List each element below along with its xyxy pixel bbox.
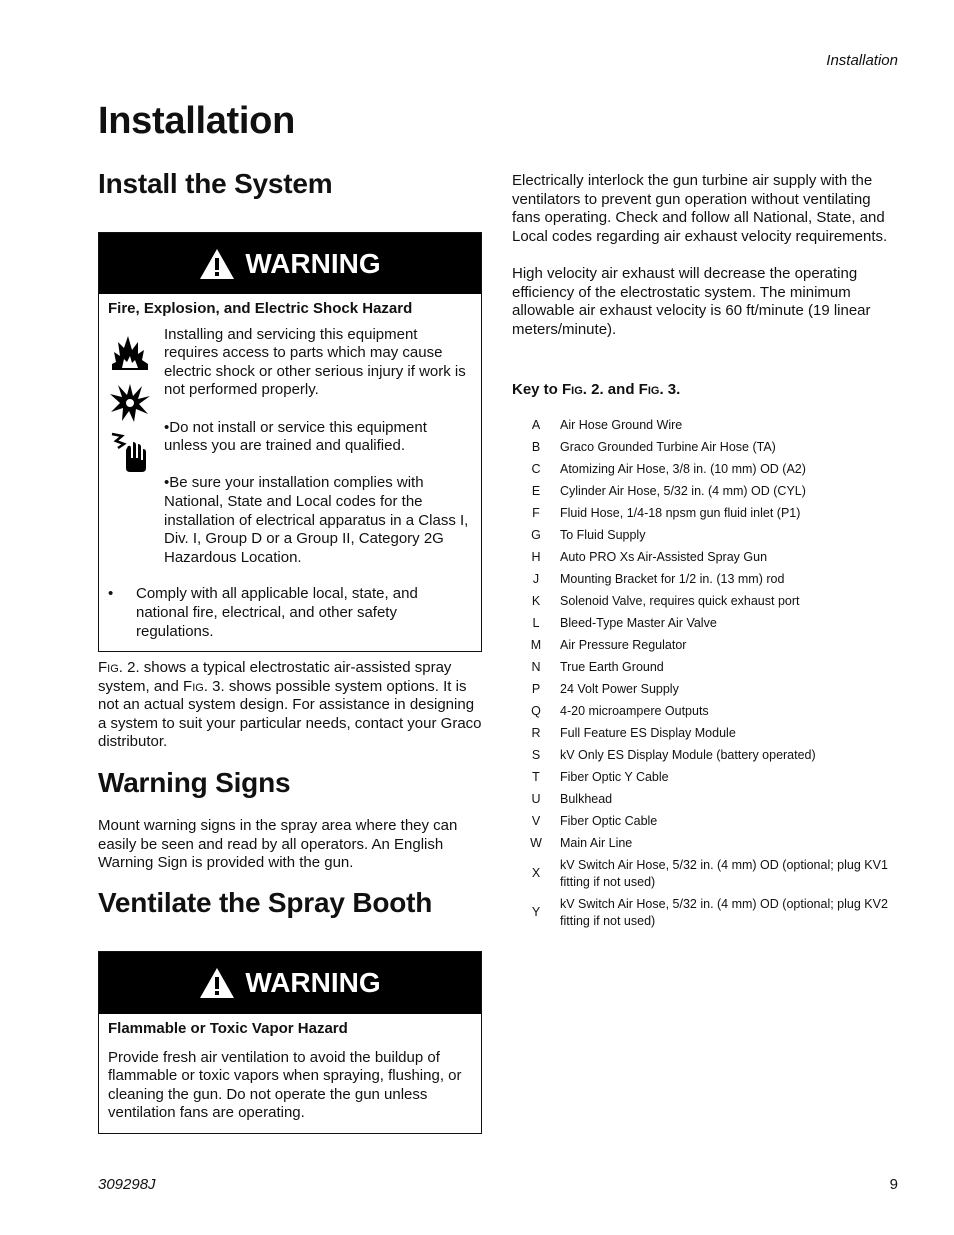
hazard-text: Provide fresh air ventilation to avoid the buildup of flammable or toxic vapors when spraying, flushing, or cleaning the gun. Do not operate the gun unless ventilation fans are operating. xyxy=(108,1048,462,1122)
key-row xyxy=(512,634,902,656)
key-row xyxy=(512,854,902,893)
key-row xyxy=(512,722,902,744)
hazard-paragraph: Installing and servicing this equipment requires access to parts which may cause electric shock or other serious injury if work is not performed properly. xyxy=(164,325,466,399)
figure-ref: Fig xyxy=(562,381,583,398)
electric-shock-icon xyxy=(108,430,152,474)
key-letter: E xyxy=(531,483,541,498)
key-letter: R xyxy=(531,725,541,740)
key-letter: W xyxy=(530,835,542,850)
key-description: Fluid Hose, 1/4-18 npsm gun fluid inlet (P1) xyxy=(560,505,801,520)
warning-box-electric-hazard xyxy=(98,232,482,652)
key-row xyxy=(512,546,902,568)
key-letter: B xyxy=(531,439,541,454)
hazard-bullet-item xyxy=(108,585,471,641)
warning-label: WARNING xyxy=(245,967,381,998)
key-letter: T xyxy=(532,769,540,784)
key-row xyxy=(512,458,902,480)
key-description: Solenoid Valve, requires quick exhaust port xyxy=(560,593,800,608)
key-letter: Q xyxy=(531,703,541,718)
figure-text: . 2. shows a typical electrostatic air-assisted spray system, and xyxy=(98,659,452,695)
key-description: Fiber Optic Cable xyxy=(560,813,658,828)
key-row xyxy=(512,810,902,832)
key-row xyxy=(512,612,902,634)
key-title-text: Key to xyxy=(512,381,563,398)
figure-text: . 3. shows possible system options. It is not an actual system design. For assistance in designing a system to suit your particular needs, contact your Graco distributor. xyxy=(98,677,482,751)
section-heading-ventilate: Ventilate the Spray Booth xyxy=(98,887,433,918)
warning-box-vapor-hazard xyxy=(98,951,482,1134)
key-description: 4-20 microampere Outputs xyxy=(560,703,709,718)
ventilation-paragraph: Electrically interlock the gun turbine air supply with the ventilators to prevent gun operation without ventilating fans operating. Check and follow all National, State, and Local codes regarding air exhaust velocity requirements. xyxy=(512,172,888,245)
key-letter: A xyxy=(531,417,541,432)
key-description: Cylinder Air Hose, 5/32 in. (4 mm) OD (CYL) xyxy=(560,483,806,498)
key-row xyxy=(512,590,902,612)
figure-paragraph xyxy=(98,659,482,752)
key-letter: G xyxy=(531,527,541,542)
figure-ref: Fig xyxy=(183,677,204,695)
key-description: Bleed-Type Master Air Valve xyxy=(560,615,717,630)
key-letter: V xyxy=(531,813,541,828)
hazard-paragraph: •Be sure your installation complies with National, State and Local codes for the installation of electrical apparatus in a Class I, Div. I, Group D or a Group II, Category 2G Hazardous Location. xyxy=(164,474,469,566)
hazard-title: Fire, Explosion, and Electric Shock Hazard xyxy=(108,300,413,317)
running-head: Installation xyxy=(826,52,898,69)
key-row xyxy=(512,744,902,766)
key-letter: U xyxy=(531,791,541,806)
explosion-hazard-icon xyxy=(108,380,152,424)
key-description: 24 Volt Power Supply xyxy=(560,681,679,696)
key-row xyxy=(512,480,902,502)
warning-banner xyxy=(99,952,481,1014)
fire-hazard-icon xyxy=(108,330,152,374)
key-letter: N xyxy=(531,659,541,674)
key-row xyxy=(512,524,902,546)
key-description: kV Switch Air Hose, 5/32 in. (4 mm) OD (optional; plug KV2 fitting if not used) xyxy=(560,896,888,928)
key-title-text: . 3. xyxy=(659,381,681,398)
key-description: kV Only ES Display Module (battery operated) xyxy=(560,747,816,762)
key-description: To Fluid Supply xyxy=(560,527,646,542)
key-letter: K xyxy=(531,593,541,608)
right-column-text xyxy=(512,172,900,358)
warning-triangle-icon xyxy=(199,248,235,280)
warning-triangle-icon xyxy=(199,967,235,999)
key-description: Air Pressure Regulator xyxy=(560,637,687,652)
key-row xyxy=(512,832,902,854)
warning-label: WARNING xyxy=(245,247,381,279)
key-description: Auto PRO Xs Air-Assisted Spray Gun xyxy=(560,549,768,564)
key-letter: F xyxy=(532,505,540,520)
key-letter: L xyxy=(532,615,540,630)
key-letter: X xyxy=(531,866,541,880)
key-row xyxy=(512,414,902,436)
figure-ref: Fig xyxy=(638,381,660,398)
key-letter: M xyxy=(530,637,542,652)
key-row xyxy=(512,568,902,590)
key-row xyxy=(512,893,902,932)
key-description: True Earth Ground xyxy=(560,659,664,674)
key-letter: P xyxy=(531,681,541,696)
key-row xyxy=(512,700,902,722)
key-description: Main Air Line xyxy=(560,835,633,850)
key-description: Full Feature ES Display Module xyxy=(560,725,736,740)
key-title xyxy=(512,381,680,398)
key-description: Bulkhead xyxy=(560,791,613,806)
key-description: kV Switch Air Hose, 5/32 in. (4 mm) OD (optional; plug KV1 fitting if not used) xyxy=(560,857,888,889)
page-number: 9 xyxy=(889,1176,898,1193)
section-heading-warning-signs: Warning Signs xyxy=(98,767,291,798)
bullet-glyph: • xyxy=(108,585,114,603)
key-table xyxy=(512,414,902,932)
key-row xyxy=(512,678,902,700)
warning-banner xyxy=(99,233,481,294)
page-title: Installation xyxy=(98,100,295,142)
key-title-text: . 2. and xyxy=(582,381,639,398)
key-description: Atomizing Air Hose, 3/8 in. (10 mm) OD (A2) xyxy=(560,461,806,476)
key-row xyxy=(512,766,902,788)
key-description: Air Hose Ground Wire xyxy=(560,417,683,432)
hazard-title: Flammable or Toxic Vapor Hazard xyxy=(108,1020,348,1037)
hazard-bullet-text: Comply with all applicable local, state, and national fire, electrical, and other safety regulations. xyxy=(136,585,418,640)
doc-number: 309298J xyxy=(98,1176,156,1193)
key-letter: J xyxy=(532,571,540,586)
key-letter: Y xyxy=(531,905,541,919)
section-heading-install-system: Install the System xyxy=(98,168,333,199)
figure-ref: Fig xyxy=(98,659,119,676)
key-row xyxy=(512,788,902,810)
key-letter: H xyxy=(531,549,541,564)
key-description: Mounting Bracket for 1/2 in. (13 mm) rod xyxy=(560,571,785,586)
warning-signs-text: Mount warning signs in the spray area where they can easily be seen and read by all operators. An English Warning Sign is provided with the gun. xyxy=(98,817,458,872)
key-row xyxy=(512,656,902,678)
key-letter: C xyxy=(531,461,541,476)
ventilation-paragraph: High velocity air exhaust will decrease the operating efficiency of the electrostatic system. The minimum allowable air exhaust velocity is 60 ft/minute (19 linear meters/minute). xyxy=(512,264,871,338)
key-description: Fiber Optic Y Cable xyxy=(560,769,669,784)
key-row xyxy=(512,502,902,524)
hazard-paragraph: •Do not install or service this equipment unless you are trained and qualified. xyxy=(164,418,427,455)
key-row xyxy=(512,436,902,458)
key-description: Graco Grounded Turbine Air Hose (TA) xyxy=(560,439,776,454)
key-letter: S xyxy=(531,747,541,762)
